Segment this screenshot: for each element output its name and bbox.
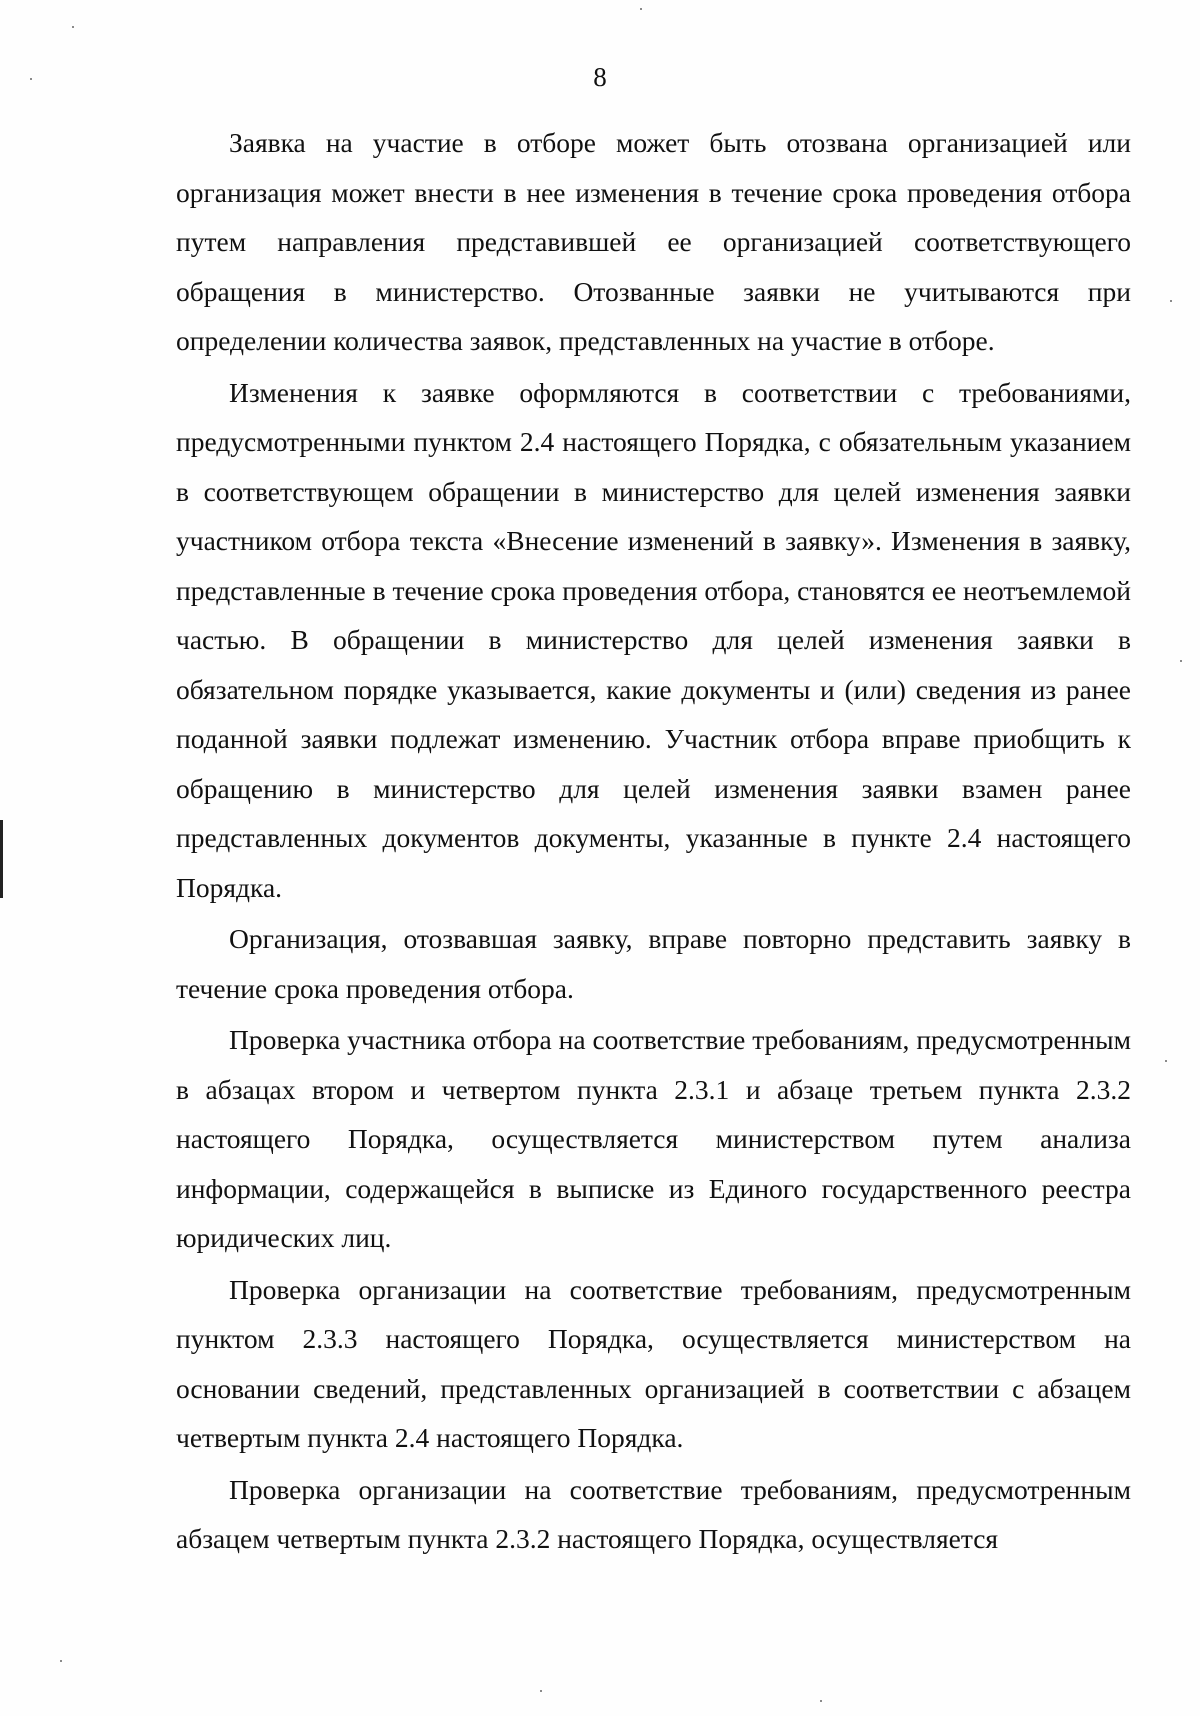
scan-speck bbox=[1170, 300, 1172, 302]
paragraph-resubmission: Организация, отозвавшая заявку, вправе повторно представить заявку в течение срока проведения отбора. bbox=[176, 923, 1131, 1004]
scan-speck bbox=[1165, 1060, 1167, 1062]
paragraph-participant-check: Проверка участника отбора на соответствие требованиям, предусмотренным в абзацах втором и четвертом пункта 2.3.1 и абзаце третьем пункта 2.3.2 настоящего Порядка, осуществляется министерством путем анализа информации, содержащейся в выписке из Единого государственного реестра юридических лиц. bbox=[176, 1024, 1131, 1253]
scan-speck bbox=[72, 26, 74, 28]
scan-speck bbox=[60, 1660, 62, 1662]
scan-speck bbox=[540, 1690, 542, 1692]
page-number: 8 bbox=[593, 62, 607, 92]
paragraph-organization-check-233: Проверка организации на соответствие требованиям, предусмотренным пунктом 2.3.3 настоящего Порядка, осуществляется министерством на основании сведений, представленных организацией в соответствии с абзацем четвертым пункта 2.4 настоящего Порядка. bbox=[176, 1273, 1131, 1453]
scan-speck bbox=[30, 78, 32, 80]
scan-edge-mark bbox=[0, 820, 3, 898]
document-body bbox=[176, 118, 1131, 1566]
scan-speck bbox=[1180, 660, 1182, 662]
scan-speck bbox=[820, 1700, 822, 1702]
paragraph-organization-check-232: Проверка организации на соответствие требованиям, предусмотренным абзацем четвертым пункта 2.3.2 настоящего Порядка, осуществляется bbox=[176, 1473, 1131, 1554]
scan-speck bbox=[640, 8, 642, 10]
paragraph-withdrawal: Заявка на участие в отборе может быть отозвана организацией или организация может внести в нее изменения в течение срока проведения отбора путем направления представившей ее организацией соответствующего обращения в министерство. Отозванные заявки не учитываются при определении количества заявок, представленных на участие в отборе. bbox=[176, 127, 1131, 356]
paragraph-amendments: Изменения к заявке оформляются в соответствии с требованиями, предусмотренными пунктом 2.4 настоящего Порядка, с обязательным указанием в соответствующем обращении в министерство для целей изменения заявки участником отбора текста «Внесение изменений в заявку». Изменения в заявку, представленные в течение срока проведения отбора, становятся ее неотъемлемой частью. В обращении в министерство для целей изменения заявки в обязательном порядке указывается, какие документы и (или) сведения из ранее поданной заявки подлежат изменению. Участник отбора вправе приобщить к обращению в министерство для целей изменения заявки взамен ранее представленных документов документы, указанные в пункте 2.4 настоящего Порядка. bbox=[176, 376, 1132, 903]
